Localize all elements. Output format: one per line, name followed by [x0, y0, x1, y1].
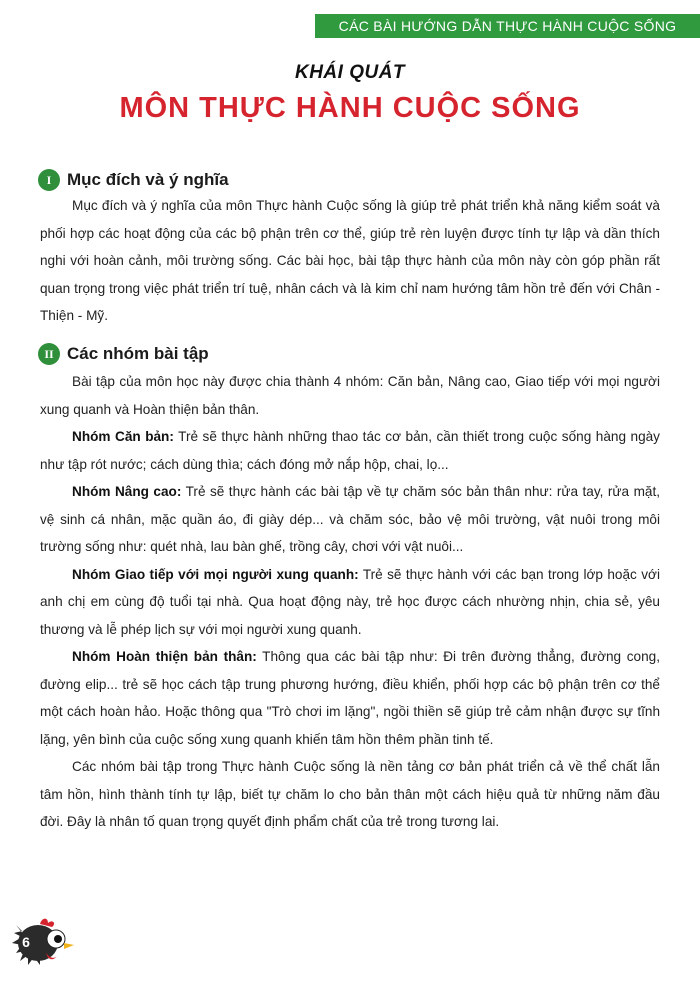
section-2-heading	[38, 343, 209, 365]
group-text: Trẻ sẽ thực hành với các bạn trong lớp hoặc với anh chị em cùng độ tuổi tại nhà. Qua hoạt động này, trẻ học được cách nhường nhịn, chia sẻ, yêu thương và lễ phép lịch sự với mọi người xung quanh.	[40, 566, 660, 637]
group-text: Trẻ sẽ thực hành các bài tập về tự chăm sóc bản thân như: rửa tay, rửa mặt, vệ sinh cá nhân, mặc quần áo, đi giày dép... và chăm sóc, bảo vệ môi trường, vật nuôi trong môi trường sống như: quét nhà, lau bàn ghế, trồng cây, chơi với vật nuôi...	[40, 484, 661, 554]
group-paragraph	[40, 561, 660, 644]
group-label: Nhóm Hoàn thiện bản thân:	[72, 649, 257, 664]
page-kicker: KHÁI QUÁT	[294, 62, 406, 83]
section-1-body	[40, 192, 660, 330]
roman-numeral-badge-icon: I	[38, 169, 60, 191]
section-1-heading	[38, 169, 229, 191]
group-text: Trẻ sẽ thực hành những thao tác cơ bản, cần thiết trong cuộc sống hàng ngày như tập rót nước; cách dùng thìa; cách đóng mở nắp hộp, chai, lọ...	[40, 429, 660, 472]
section-2-title: Các nhóm bài tập	[67, 344, 209, 363]
running-header	[315, 14, 700, 38]
page-title: MÔN THỰC HÀNH CUỘC SỐNG	[119, 92, 581, 124]
roman-numeral-badge-icon: II	[38, 343, 60, 365]
paragraph: Bài tập của môn học này được chia thành 4 nhóm: Căn bản, Nâng cao, Giao tiếp với mọi người xung quanh và Hoàn thiện bản thân.	[40, 374, 660, 417]
group-paragraph	[40, 423, 660, 478]
running-header-title: CÁC BÀI HƯỚNG DẪN THỰC HÀNH CUỘC SỐNG	[338, 18, 677, 34]
page-heading	[0, 62, 700, 125]
group-label: Nhóm Giao tiếp với mọi người xung quanh:	[72, 566, 359, 582]
section-1-title: Mục đích và ý nghĩa	[67, 170, 229, 189]
group-label: Nhóm Căn bản:	[72, 429, 174, 444]
page-number: 6	[22, 934, 30, 950]
group-paragraph	[40, 478, 660, 561]
group-label: Nhóm Nâng cao:	[72, 484, 182, 499]
paragraph: Các nhóm bài tập trong Thực hành Cuộc sống là nền tảng cơ bản phát triển cả về thể chất lẫn tâm hồn, hình thành tính tự lập, biết tự chăm lo cho bản thân một cách hiệu quả từ những năm đầu đời. Đây là nhân tố quan trọng quyết định phẩm chất của trẻ trong tương lai.	[40, 759, 660, 829]
group-paragraph	[40, 643, 660, 753]
section-2-body	[40, 368, 660, 836]
paragraph: Mục đích và ý nghĩa của môn Thực hành Cuộc sống là giúp trẻ phát triển khả năng kiểm soát và phối hợp các hoạt động của các bộ phận trên cơ thể, giúp trẻ rèn luyện được tính tự lập và dần thích nghi với hoàn cảnh, môi trường sống. Các bài học, bài tập thực hành của môn này còn góp phần rất quan trọng trong việc phát triển trí tuệ, nhân cách và là kim chỉ nam hướng tâm hồn trẻ đến với Chân - Thiện - Mỹ.	[40, 198, 660, 323]
group-text: Thông qua các bài tập như: Đi trên đường thẳng, đường cong, đường elip... trẻ sẽ học cách tập trung phương hướng, điều khiển, phối hợp các bộ phận trên cơ thể một cách hoàn hảo. Hoặc thông qua "Trò chơi im lặng", ngồi thiền sẽ giúp trẻ cảm nhận được sự tĩnh lặng, yên bình của cuộc sống xung quanh khiến tâm hồn thêm phần tinh tế.	[40, 649, 660, 747]
